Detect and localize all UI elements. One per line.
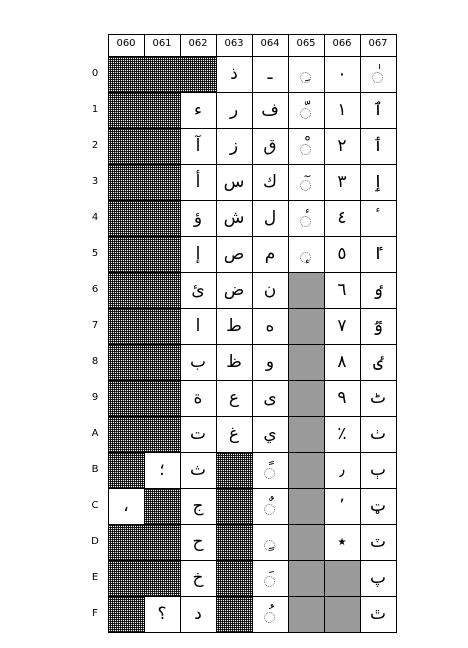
cell-061B xyxy=(144,452,180,488)
cell-062F xyxy=(180,596,216,632)
row-header-0: 0 xyxy=(91,68,99,79)
glyph-0679: ٹ xyxy=(369,387,386,408)
cell-0605 xyxy=(108,236,144,272)
glyph-0631: ر xyxy=(229,99,239,120)
glyph-0627: ا xyxy=(195,315,201,336)
cell-062A xyxy=(180,416,216,452)
glyph-067C: ټ xyxy=(369,495,386,516)
row-header-3: 3 xyxy=(91,176,99,187)
glyph-0650: ِ xyxy=(303,63,309,84)
cell-0672 xyxy=(360,128,396,164)
cell-0613 xyxy=(144,164,180,200)
glyph-0647: ه xyxy=(265,315,275,336)
cell-062E xyxy=(180,560,216,596)
glyph-0646: ن xyxy=(263,279,277,300)
column-header-065: 065 xyxy=(296,38,316,49)
cell-0645 xyxy=(252,236,288,272)
dotted-circle-icon xyxy=(300,180,311,191)
cell-0606 xyxy=(108,272,144,308)
cell-0648 xyxy=(252,344,288,380)
glyph-0622: آ xyxy=(195,135,201,156)
cell-0614 xyxy=(144,200,180,236)
cell-065F xyxy=(288,596,324,632)
cell-067F xyxy=(360,596,396,632)
cell-0674 xyxy=(360,200,396,236)
cell-062D xyxy=(180,524,216,560)
cell-0678 xyxy=(360,344,396,380)
dotted-circle-icon xyxy=(264,576,275,587)
dotted-circle-icon xyxy=(264,468,275,479)
glyph-063A: غ xyxy=(228,423,240,444)
cell-067C xyxy=(360,488,396,524)
cell-065C xyxy=(288,488,324,524)
glyph-0628: ب xyxy=(189,351,206,372)
cell-0620 xyxy=(180,56,216,92)
cell-0656 xyxy=(288,272,324,308)
grid-line-horizontal xyxy=(108,560,397,561)
glyph-067B: ٻ xyxy=(369,459,386,480)
cell-0663 xyxy=(324,164,360,200)
glyph-0669: ٩ xyxy=(337,387,347,408)
cell-0659 xyxy=(288,380,324,416)
cell-0628 xyxy=(180,344,216,380)
glyph-0653: ٓ xyxy=(303,171,309,192)
cell-0673 xyxy=(360,164,396,200)
grid-line-horizontal xyxy=(108,34,396,35)
glyph-0676: ٶ xyxy=(373,279,383,300)
cell-063B xyxy=(216,452,252,488)
grid-line-horizontal xyxy=(108,524,397,525)
glyph-0626: ئ xyxy=(191,279,205,300)
cell-0616 xyxy=(144,272,180,308)
glyph-060C: ، xyxy=(123,495,129,516)
glyph-0625: إ xyxy=(195,243,201,264)
cell-067E xyxy=(360,560,396,596)
grid-line-horizontal xyxy=(108,308,397,309)
dotted-circle-icon xyxy=(300,72,311,83)
glyph-066B: ٫ xyxy=(339,459,345,480)
glyph-0637: ط xyxy=(226,315,242,336)
row-header-2: 2 xyxy=(91,140,99,151)
cell-064E xyxy=(252,560,288,596)
glyph-0662: ٢ xyxy=(337,135,347,156)
dotted-circle-icon xyxy=(264,504,275,515)
glyph-061F: ؟ xyxy=(157,603,167,624)
grid-line-horizontal xyxy=(108,56,397,57)
cell-060B xyxy=(108,452,144,488)
row-header-9: 9 xyxy=(91,392,99,403)
cell-0658 xyxy=(288,344,324,380)
cell-0615 xyxy=(144,236,180,272)
cell-0636 xyxy=(216,272,252,308)
dotted-circle-icon xyxy=(300,144,311,155)
cell-0638 xyxy=(216,344,252,380)
cell-066B xyxy=(324,452,360,488)
glyph-0636: ض xyxy=(223,279,245,300)
cell-0652 xyxy=(288,128,324,164)
grid-line-vertical xyxy=(288,34,289,632)
cell-063A xyxy=(216,416,252,452)
grid-line-vertical xyxy=(144,34,145,632)
grid-line-horizontal xyxy=(108,164,397,165)
cell-0629 xyxy=(180,380,216,416)
grid-line-horizontal xyxy=(108,92,397,93)
cell-0607 xyxy=(108,308,144,344)
cell-067A xyxy=(360,416,396,452)
glyph-0639: ع xyxy=(228,387,240,408)
grid-line-horizontal xyxy=(108,128,397,129)
cell-063C xyxy=(216,488,252,524)
cell-060E xyxy=(108,560,144,596)
cell-066A xyxy=(324,416,360,452)
glyph-0640: ـ xyxy=(267,63,273,84)
cell-060C xyxy=(108,488,144,524)
glyph-0652: ْ xyxy=(303,135,309,156)
glyph-061B: ؛ xyxy=(159,459,165,480)
glyph-064B: ً xyxy=(267,459,273,480)
cell-0642 xyxy=(252,128,288,164)
glyph-0677: ٷ xyxy=(373,315,383,336)
cell-060A xyxy=(108,416,144,452)
cell-0657 xyxy=(288,308,324,344)
cell-066C xyxy=(324,488,360,524)
glyph-066C: ٬ xyxy=(339,495,345,516)
cell-0619 xyxy=(144,380,180,416)
cell-0650 xyxy=(288,56,324,92)
cell-0618 xyxy=(144,344,180,380)
glyph-0660: ٠ xyxy=(337,63,347,84)
dotted-circle-icon xyxy=(264,540,275,551)
glyph-0623: أ xyxy=(195,171,201,192)
glyph-0670: ٰ xyxy=(375,63,381,84)
cell-0604 xyxy=(108,200,144,236)
glyph-0665: ٥ xyxy=(337,243,347,264)
column-header-063: 063 xyxy=(224,38,244,49)
cell-0603 xyxy=(108,164,144,200)
grid-line-horizontal xyxy=(108,380,397,381)
cell-065B xyxy=(288,452,324,488)
glyph-064D: ٍ xyxy=(267,531,273,552)
cell-062C xyxy=(180,488,216,524)
cell-0602 xyxy=(108,128,144,164)
column-header-066: 066 xyxy=(332,38,352,49)
cell-0675 xyxy=(360,236,396,272)
glyph-0663: ٣ xyxy=(337,171,347,192)
glyph-062C: ج xyxy=(192,495,204,516)
cell-0646 xyxy=(252,272,288,308)
row-header-C: C xyxy=(91,500,99,511)
cell-061D xyxy=(144,524,180,560)
cell-065E xyxy=(288,560,324,596)
cell-065D xyxy=(288,524,324,560)
cell-0666 xyxy=(324,272,360,308)
cell-0655 xyxy=(288,236,324,272)
grid-line-horizontal xyxy=(108,488,397,489)
glyph-0641: ف xyxy=(261,99,279,120)
glyph-0666: ٦ xyxy=(337,279,347,300)
cell-0679 xyxy=(360,380,396,416)
cell-0627 xyxy=(180,308,216,344)
cell-0660 xyxy=(324,56,360,92)
cell-0641 xyxy=(252,92,288,128)
glyph-0621: ء xyxy=(194,99,202,120)
glyph-066D: ٭ xyxy=(337,531,347,552)
glyph-0673: ٳ xyxy=(373,171,383,192)
cell-0664 xyxy=(324,200,360,236)
cell-0654 xyxy=(288,200,324,236)
glyph-0671: ٱ xyxy=(373,99,383,120)
grid-line-horizontal xyxy=(108,272,397,273)
glyph-0629: ة xyxy=(193,387,203,408)
glyph-0635: ص xyxy=(223,243,245,264)
cell-0651 xyxy=(288,92,324,128)
row-header-4: 4 xyxy=(91,212,99,223)
glyph-062F: د xyxy=(194,603,202,624)
cell-0635 xyxy=(216,236,252,272)
cell-064A xyxy=(252,416,288,452)
row-header-E: E xyxy=(91,572,99,583)
cell-067D xyxy=(360,524,396,560)
glyph-067D: ٽ xyxy=(369,531,386,552)
glyph-0654: ٔ xyxy=(303,207,309,228)
grid-line-vertical xyxy=(396,34,397,632)
cell-060D xyxy=(108,524,144,560)
cell-0617 xyxy=(144,308,180,344)
cell-0671 xyxy=(360,92,396,128)
cell-0677 xyxy=(360,308,396,344)
cell-0661 xyxy=(324,92,360,128)
glyph-0633: س xyxy=(223,171,245,192)
glyph-0668: ٨ xyxy=(337,351,347,372)
glyph-064E: َ xyxy=(267,567,273,588)
cell-064F xyxy=(252,596,288,632)
glyph-0632: ز xyxy=(229,135,239,156)
cell-0621 xyxy=(180,92,216,128)
glyph-067A: ٺ xyxy=(369,423,386,444)
cell-0623 xyxy=(180,164,216,200)
cell-066D xyxy=(324,524,360,560)
cell-061E xyxy=(144,560,180,596)
cell-0608 xyxy=(108,344,144,380)
glyph-0672: ٲ xyxy=(373,135,383,156)
glyph-0642: ق xyxy=(263,135,277,156)
glyph-0664: ٤ xyxy=(337,207,347,228)
cell-064D xyxy=(252,524,288,560)
cell-0601 xyxy=(108,92,144,128)
cell-063E xyxy=(216,560,252,596)
grid-line-horizontal xyxy=(108,416,397,417)
cell-0612 xyxy=(144,128,180,164)
cell-0649 xyxy=(252,380,288,416)
cell-0600 xyxy=(108,56,144,92)
cell-0611 xyxy=(144,92,180,128)
cell-0633 xyxy=(216,164,252,200)
cell-0667 xyxy=(324,308,360,344)
cell-0662 xyxy=(324,128,360,164)
glyph-0634: ش xyxy=(223,207,245,228)
row-header-8: 8 xyxy=(91,356,99,367)
dotted-circle-icon xyxy=(372,72,383,83)
glyph-0638: ظ xyxy=(226,351,242,372)
grid-line-horizontal xyxy=(108,632,397,633)
dotted-circle-icon xyxy=(300,216,311,227)
glyph-067F: ٿ xyxy=(369,603,386,624)
glyph-0661: ١ xyxy=(337,99,347,120)
cell-064B xyxy=(252,452,288,488)
cell-0668 xyxy=(324,344,360,380)
glyph-0678: ٸ xyxy=(373,351,383,372)
cell-0632 xyxy=(216,128,252,164)
grid-line-vertical xyxy=(360,34,361,632)
glyph-0651: ّ xyxy=(303,99,309,120)
cell-0669 xyxy=(324,380,360,416)
row-header-D: D xyxy=(91,536,99,547)
row-header-A: A xyxy=(91,428,99,439)
cell-0631 xyxy=(216,92,252,128)
glyph-0630: ذ xyxy=(230,63,238,84)
dotted-circle-icon xyxy=(300,252,311,263)
cell-065A xyxy=(288,416,324,452)
glyph-067E: پ xyxy=(369,567,386,588)
cell-0624 xyxy=(180,200,216,236)
cell-0625 xyxy=(180,236,216,272)
glyph-0645: م xyxy=(264,243,276,264)
cell-0653 xyxy=(288,164,324,200)
glyph-066A: ٪ xyxy=(337,423,347,444)
cell-060F xyxy=(108,596,144,632)
row-header-6: 6 xyxy=(91,284,99,295)
cell-0643 xyxy=(252,164,288,200)
cell-061A xyxy=(144,416,180,452)
glyph-0649: ى xyxy=(263,387,277,408)
cell-066F xyxy=(324,596,360,632)
glyph-0624: ؤ xyxy=(193,207,203,228)
glyph-0655: ٕ xyxy=(303,243,309,264)
row-header-5: 5 xyxy=(91,248,99,259)
column-header-062: 062 xyxy=(188,38,208,49)
row-header-F: F xyxy=(92,608,98,619)
glyph-064F: ُ xyxy=(267,603,273,624)
cell-0626 xyxy=(180,272,216,308)
glyph-0667: ٧ xyxy=(337,315,347,336)
cell-066E xyxy=(324,560,360,596)
grid-line-horizontal xyxy=(108,596,397,597)
cell-0647 xyxy=(252,308,288,344)
cell-067B xyxy=(360,452,396,488)
cell-0637 xyxy=(216,308,252,344)
cell-064C xyxy=(252,488,288,524)
glyph-062A: ت xyxy=(189,423,206,444)
grid-line-horizontal xyxy=(108,452,397,453)
cell-061C xyxy=(144,488,180,524)
cell-0639 xyxy=(216,380,252,416)
grid-line-vertical xyxy=(180,34,181,632)
cell-063F xyxy=(216,596,252,632)
grid-line-horizontal xyxy=(108,344,397,345)
cell-063D xyxy=(216,524,252,560)
grid-line-horizontal xyxy=(108,200,397,201)
grid-line-vertical xyxy=(216,34,217,632)
cell-062B xyxy=(180,452,216,488)
dotted-circle-icon xyxy=(264,612,275,623)
glyph-0648: و xyxy=(265,351,275,372)
row-header-7: 7 xyxy=(91,320,99,331)
column-header-061: 061 xyxy=(152,38,172,49)
cell-0665 xyxy=(324,236,360,272)
glyph-0675: ٵ xyxy=(373,243,383,264)
cell-0609 xyxy=(108,380,144,416)
row-header-1: 1 xyxy=(91,104,99,115)
cell-0676 xyxy=(360,272,396,308)
cell-0634 xyxy=(216,200,252,236)
grid-line-horizontal xyxy=(108,236,397,237)
glyph-062E: خ xyxy=(192,567,204,588)
grid-line-vertical xyxy=(324,34,325,632)
column-header-064: 064 xyxy=(260,38,280,49)
glyph-062B: ث xyxy=(189,459,206,480)
cell-0670 xyxy=(360,56,396,92)
glyph-064C: ٌ xyxy=(267,495,273,516)
cell-0630 xyxy=(216,56,252,92)
cell-0644 xyxy=(252,200,288,236)
row-header-B: B xyxy=(91,464,99,475)
dotted-circle-icon xyxy=(300,108,311,119)
cell-0622 xyxy=(180,128,216,164)
glyph-0644: ل xyxy=(263,207,277,228)
grid-line-vertical xyxy=(252,34,253,632)
cell-0640 xyxy=(252,56,288,92)
column-header-067: 067 xyxy=(368,38,388,49)
column-header-060: 060 xyxy=(116,38,136,49)
glyph-0674: ٴ xyxy=(375,207,381,228)
glyph-064A: ي xyxy=(263,423,277,444)
cell-0610 xyxy=(144,56,180,92)
glyph-062D: ح xyxy=(192,531,204,552)
cell-061F xyxy=(144,596,180,632)
grid-line-vertical xyxy=(108,34,109,632)
glyph-0643: ك xyxy=(262,171,277,192)
